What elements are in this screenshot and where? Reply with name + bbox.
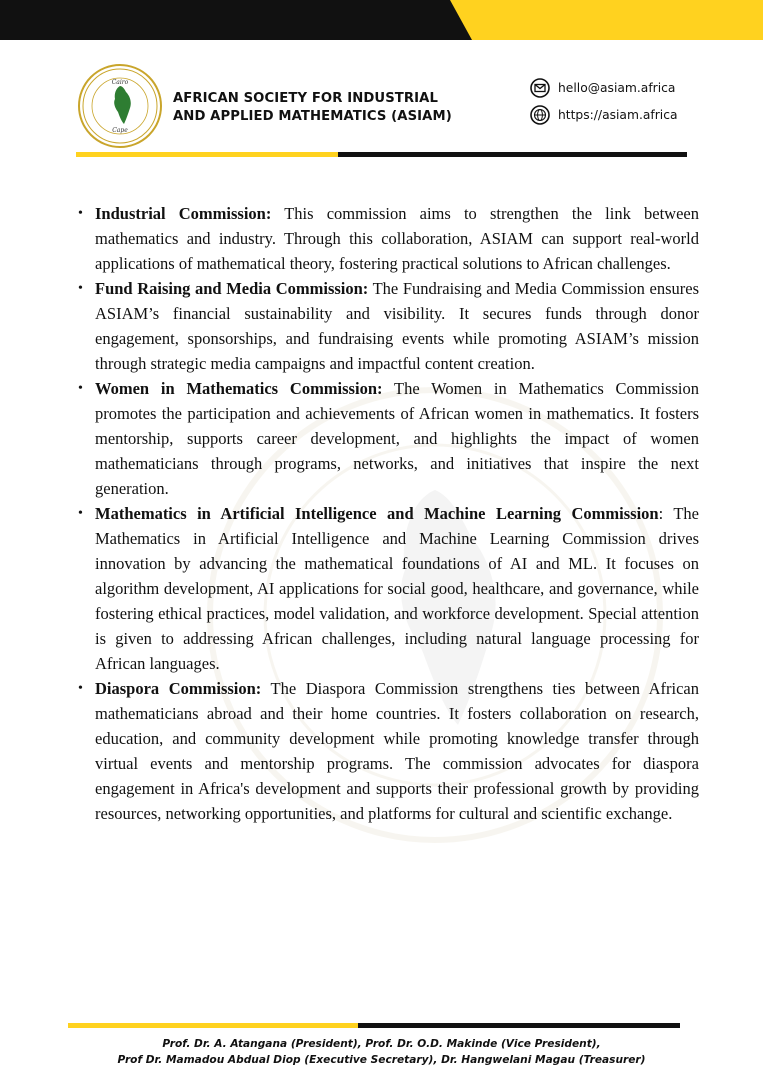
- item-text: The Diaspora Commission strengthens ties between African mathematicians abroad and their home countries. It fosters collaboration on research, education, and community development while promoting knowledge transfer through virtual events and mentorship programs. The commission advocates for diaspora engagement in Africa's development and supports their professional growth by providing resources, networking opportunities, and platforms for cultural and scientific exchange.: [95, 679, 699, 823]
- globe-icon: [530, 105, 550, 125]
- envelope-icon: [530, 78, 550, 98]
- footer-rule-black: [358, 1023, 680, 1028]
- organization-name: [173, 90, 493, 126]
- email-link[interactable]: hello@asiam.africa: [558, 81, 676, 95]
- list-item-ai-ml: [78, 501, 699, 676]
- item-title: Diaspora Commission:: [95, 679, 262, 698]
- bullet-icon: •: [78, 506, 83, 521]
- footer-line2: Prof Dr. Mamadou Abdual Diop (Executive Secretary), Dr. Hangwelani Magau (Treasurer): [117, 1054, 646, 1066]
- item-text: The Women in Mathematics Commission promotes the participation and achievements of African women in mathematics. It fosters mentorship, supports career development, and highlights the impact of women mathematicians through programs, networks, and initiatives that inspire the next generation.: [95, 379, 699, 498]
- contact-website[interactable]: [530, 105, 678, 125]
- svg-text:Cairo: Cairo: [111, 79, 129, 86]
- footer-rule-yellow: [68, 1023, 358, 1028]
- list-item-industrial: [78, 201, 699, 276]
- footer-officers: [0, 1036, 763, 1068]
- header-rule-black: [338, 152, 687, 157]
- commission-list: [78, 201, 699, 826]
- bullet-icon: •: [78, 206, 83, 221]
- list-item-women: [78, 376, 699, 501]
- svg-text:Cape: Cape: [112, 127, 128, 134]
- item-text: The Fundraising and Media Commission ensures ASIAM’s financial sustainability and visibility. It secures funds through donor engagement, sponsorships, and fundraising events while promoting ASIAM’s mission through strategic media campaigns and impactful content creation.: [95, 279, 699, 373]
- bullet-icon: •: [78, 281, 83, 296]
- asiam-logo: [78, 64, 162, 148]
- header-rule-yellow: [76, 152, 338, 157]
- item-title: Industrial Commission:: [95, 204, 272, 223]
- item-text: : The Mathematics in Artificial Intelligence and Machine Learning Commission drives innovation by advancing the mathematical foundations of AI and ML. It focuses on algorithm development, AI applications for social good, healthcare, and governance, while fostering ethical practices, model validation, and workforce development. Special attention is given to addressing African challenges, including natural language processing for African languages.: [95, 504, 699, 673]
- logo-seal-icon: [80, 66, 160, 146]
- top-banner-yellow: [450, 0, 763, 40]
- org-name-line2: AND APPLIED MATHEMATICS (ASIAM): [173, 109, 452, 124]
- list-item-fundraising: [78, 276, 699, 376]
- item-title: Women in Mathematics Commission:: [95, 379, 383, 398]
- org-name-line1: AFRICAN SOCIETY FOR INDUSTRIAL: [173, 91, 438, 106]
- list-item-diaspora: [78, 676, 699, 826]
- item-text: This commission aims to strengthen the link between mathematics and industry. Through this collaboration, ASIAM can support real-world applications of mathematical theory, fostering practical solutions to African challenges.: [95, 204, 699, 273]
- contact-email[interactable]: [530, 78, 675, 98]
- website-link[interactable]: https://asiam.africa: [558, 108, 678, 122]
- footer-line1: Prof. Dr. A. Atangana (President), Prof. Dr. O.D. Makinde (Vice President),: [162, 1038, 601, 1050]
- bullet-icon: •: [78, 681, 83, 696]
- item-title: Mathematics in Artificial Intelligence and Machine Learning Commission: [95, 504, 659, 523]
- item-title: Fund Raising and Media Commission:: [95, 279, 369, 298]
- bullet-icon: •: [78, 381, 83, 396]
